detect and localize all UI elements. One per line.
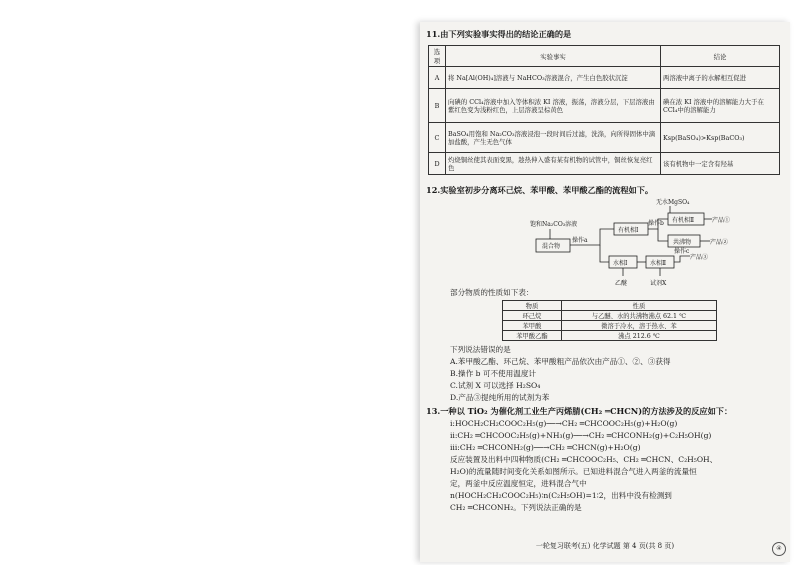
table-row xyxy=(503,311,717,321)
operation-a-label: 操作a xyxy=(572,237,588,244)
aqueous-phase-1-label: 水相Ⅰ xyxy=(613,260,628,267)
reaction-iii: ⅲ:CH₂ ═CHCONH₂(g)──→CH₂ ═CHCN(g)+H₂O(g) xyxy=(450,443,641,452)
question-13-line: 定，两釜中反应温度恒定，进料混合气中 xyxy=(450,479,587,488)
property-cell: 微溶于冷水，溶于热水、苯 xyxy=(561,321,716,331)
table-row xyxy=(429,123,780,153)
reaction-ii: ⅱ:CH₂ ═CHCOOC₂H₅(g)+NH₃(g)──→CH₂ ═CHCONH₂(g)+C₂H₅OH(g) xyxy=(450,431,712,440)
answer-option-b: B.操作 b 可不使用温度计 xyxy=(450,369,537,378)
flow-arrow xyxy=(658,229,668,241)
conclusion: Ksp(BaSO₄)>Ksp(BaCO₃) xyxy=(661,123,780,153)
table-header-row xyxy=(503,301,717,311)
conclusion: 碘在浓 KI 溶液中的溶解能力大于在 CCl₄中的溶解能力 xyxy=(661,89,780,123)
ether-label: 乙醚 xyxy=(615,280,628,287)
question-13-line: 13.一种以 TiO₂ 为催化剂工业生产丙烯腈(CH₂ ═CHCN)的方法涉及的反应如下： xyxy=(426,406,733,416)
reaction-i: ⅰ:HOCH₂CH₂COOC₂H₅(g)──→CH₂ ═CHCOOC₂H₅(g)+H₂O(g) xyxy=(450,419,678,428)
page-number-mark: ④ xyxy=(772,542,786,556)
product-2-label: 产品② xyxy=(710,239,729,246)
option-letter: A xyxy=(429,67,446,89)
reagent-x-label: 试剂X xyxy=(650,280,667,287)
operation-c-label: 操作c xyxy=(674,248,690,255)
question-13-line: n(HOCH₂CH₂COOC₂H₅)∶n(C₂H₅OH)=1∶2，出料中没有检测到 xyxy=(450,491,672,500)
properties-intro: 部分物质的性质如下表： xyxy=(450,288,534,297)
option-letter: C xyxy=(429,123,446,153)
experiment-fact: 灼烧铜丝使其表面变黑，趁热伸入盛有某有机物的试管中，铜丝恢复亮红色 xyxy=(446,153,661,175)
table-row xyxy=(503,331,717,341)
conclusion: 该有机物中一定含有羟基 xyxy=(661,153,780,175)
page-footer: 一轮复习联考(五) 化学试题 第 4 页(共 8 页) xyxy=(535,542,675,550)
property-cell: 与乙醚、水的共沸物沸点 62.1 ℃ xyxy=(561,311,716,321)
substance-cell: 苯甲酸 xyxy=(503,321,562,331)
azeotrope-label: 共沸物 xyxy=(673,239,692,246)
table-row xyxy=(503,321,717,331)
table-header: 选项 xyxy=(429,46,446,67)
question-11-title: 11.由下列实验事实得出的结论正确的是 xyxy=(426,29,572,39)
table-header: 性质 xyxy=(561,301,716,311)
separation-flowchart xyxy=(530,196,730,292)
table-header: 结论 xyxy=(661,46,780,67)
question-12-ask: 下列说法错误的是 xyxy=(450,345,511,354)
table-header: 物质 xyxy=(503,301,562,311)
answer-option-a: A.苯甲酸乙酯、环己烷、苯甲酸粗产品依次由产品①、②、③获得 xyxy=(450,357,671,366)
table-header-row xyxy=(429,46,780,67)
organic-phase-1-label: 有机相Ⅰ xyxy=(618,227,639,234)
flow-arrow xyxy=(674,256,690,262)
experiment-fact: 将 Na[Al(OH)₄]溶液与 NaHCO₃溶液混合，产生白色胶状沉淀 xyxy=(446,67,661,89)
reagent-mgso4-label: 无水MgSO₄ xyxy=(656,199,690,206)
question-13-line: H₂O)的流量随时间变化关系如图所示。已知进料混合气进入两釜的流量恒 xyxy=(450,467,697,476)
experiment-fact: BaSO₄用饱和 Na₂CO₃溶液浸泡一段时间后过滤，洗涤，向所得固体中滴加盐酸，产生无色气体 xyxy=(446,123,661,153)
properties-table xyxy=(502,300,717,341)
experiment-table xyxy=(428,45,780,175)
conclusion: 两溶液中离子的水解相互促进 xyxy=(661,67,780,89)
substance-cell: 苯甲酸乙酯 xyxy=(503,331,562,341)
product-1-label: 产品① xyxy=(712,217,730,224)
property-cell: 沸点 212.6 ℃ xyxy=(561,331,716,341)
experiment-fact: 向碘的 CCl₄溶液中加入等体积浓 KI 溶液，振荡，溶液分层，下层溶液由紫红色变为浅粉红色，上层溶液呈棕黄色 xyxy=(446,89,661,123)
operation-b-label: 操作b xyxy=(648,220,664,227)
product-3-label: 产品③ xyxy=(690,254,709,261)
reagent-na2co3-label: 饱和Na₂CO₃溶液 xyxy=(530,221,578,228)
table-row xyxy=(429,89,780,123)
table-row xyxy=(429,67,780,89)
mixture-label: 混合物 xyxy=(542,243,561,250)
question-12-title: 12.实验室初步分离环己烷、苯甲酸、苯甲酸乙酯的流程如下。 xyxy=(426,185,654,195)
table-header: 实验事实 xyxy=(446,46,661,67)
question-13-line: 反应装置及出料中四种物质(CH₂ ═CHCOOC₂H₅、CH₂ ═CHCN、C₂H₅OH、 xyxy=(450,455,718,464)
option-letter: B xyxy=(429,89,446,123)
flow-arrow xyxy=(600,245,609,262)
aqueous-phase-2-label: 水相Ⅱ xyxy=(650,260,667,267)
answer-option-d: D.产品③提纯所用的试剂为苯 xyxy=(450,393,550,402)
exam-page xyxy=(420,22,790,562)
question-13-line: CH₂ ═CHCONH₂。下列说法正确的是 xyxy=(450,503,582,512)
option-letter: D xyxy=(429,153,446,175)
table-row xyxy=(429,153,780,175)
substance-cell: 环己烷 xyxy=(503,311,562,321)
answer-option-c: C.试剂 X 可以选择 H₂SO₄ xyxy=(450,381,541,390)
organic-phase-2-label: 有机相Ⅱ xyxy=(672,217,695,224)
